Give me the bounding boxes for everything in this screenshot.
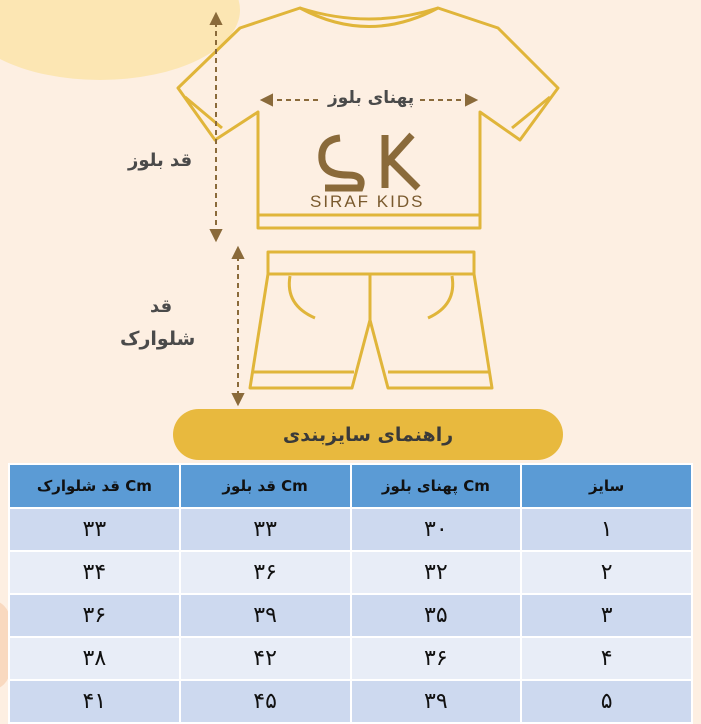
cell-blouse-height: ۴۵ — [180, 680, 351, 723]
cell-shorts-height: ۳۶ — [9, 594, 180, 637]
siraf-kids-logo-mark — [322, 135, 418, 188]
cell-blouse-height: ۳۹ — [180, 594, 351, 637]
table-row — [9, 508, 692, 551]
cell-size: ۵ — [521, 680, 692, 723]
cell-shorts-height: ۳۳ — [9, 508, 180, 551]
cell-blouse-width: ۳۶ — [351, 637, 522, 680]
shorts-height-arrow — [233, 248, 243, 404]
shorts-outline — [250, 252, 492, 388]
logo-text: SIRAF KIDS — [310, 192, 425, 211]
size-guide-title: راهنمای سایزبندی — [282, 423, 454, 446]
header-size: سایز — [521, 464, 692, 508]
table-header-row — [9, 464, 692, 508]
cell-blouse-width: ۳۹ — [351, 680, 522, 723]
shorts-height-label-line2: شلوارک — [120, 328, 196, 350]
cell-blouse-width: ۳۵ — [351, 594, 522, 637]
blouse-height-label: قد بلوز — [128, 150, 193, 171]
cell-blouse-width: ۳۲ — [351, 551, 522, 594]
cell-size: ۱ — [521, 508, 692, 551]
header-blouse-height: قد بلوز Cm — [180, 464, 351, 508]
header-shorts-height: قد شلوارک Cm — [9, 464, 180, 508]
blouse-width-label: پهنای بلوز — [328, 88, 415, 108]
cell-size: ۲ — [521, 551, 692, 594]
table-row — [9, 680, 692, 723]
table-row — [9, 637, 692, 680]
table-row — [9, 594, 692, 637]
cell-shorts-height: ۳۴ — [9, 551, 180, 594]
cell-size: ۴ — [521, 637, 692, 680]
cell-size: ۳ — [521, 594, 692, 637]
table-row — [9, 551, 692, 594]
cell-blouse-height: ۴۲ — [180, 637, 351, 680]
cell-blouse-height: ۳۶ — [180, 551, 351, 594]
header-blouse-width: پهنای بلوز Cm — [351, 464, 522, 508]
size-guide-banner — [173, 409, 563, 460]
size-table — [8, 463, 693, 724]
shorts-height-label-line1: قد — [150, 296, 173, 317]
cell-blouse-height: ۳۳ — [180, 508, 351, 551]
cell-shorts-height: ۳۸ — [9, 637, 180, 680]
cell-blouse-width: ۳۰ — [351, 508, 522, 551]
cell-shorts-height: ۴۱ — [9, 680, 180, 723]
